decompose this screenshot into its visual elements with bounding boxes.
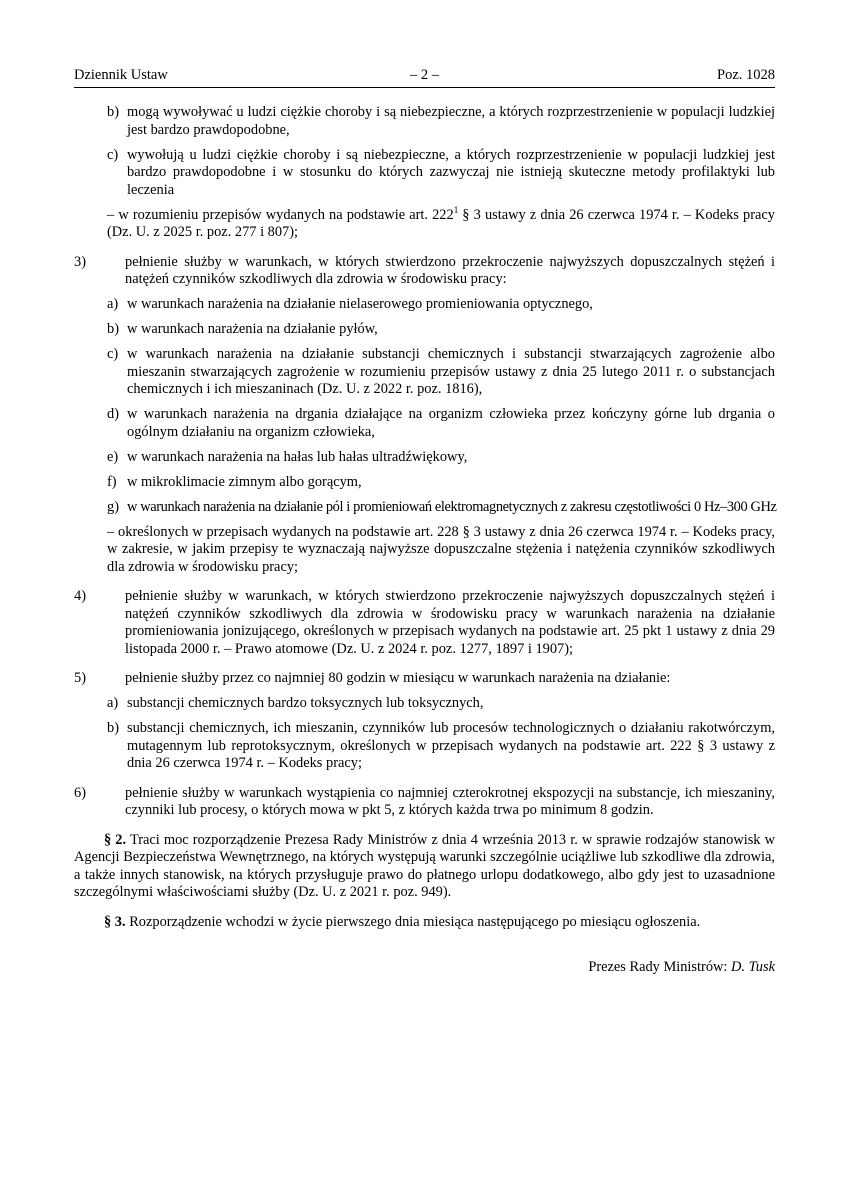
- list-item: b) mogą wywoływać u ludzi ciężkie choroby i są niebezpieczne, a których rozprzestrzenienie w populacji ludzkiej jest bardzo prawdopodobne,: [107, 104, 775, 138]
- signature-name: D. Tusk: [731, 959, 775, 975]
- list-item: f) w mikroklimacie zimnym albo gorącym,: [107, 473, 362, 490]
- list-tail-text: – w rozumieniu przepisów wydanych na podstawie art. $222^1$ § 3 ustawy z dnia 26 czerwca 1974 r. – Kodeks pracy (Dz. U. z 2025 r. poz. 277 i 807);: [107, 204, 775, 240]
- list-item: c) w warunkach narażenia na działanie substancji chemicznych i substancji stwarzających zagrożenie albo mieszanin stwarzających zagrożenie w rozumieniu przepisów ustawy z dnia 25 lutego 2011 r. o substancjach chemicznych i ich mieszaninach (Dz. U. z 2022 r. poz. 1816),: [107, 346, 775, 397]
- point-4: 4) pełnienie służby w warunkach, w których stwierdzono przekroczenie najwyższych dopuszczalnych stężeń i natężeń czynników szkodliwych dla zdrowia w środowisku pracy w warunkach narażenia na działanie promieniowania jonizującego, określonych w przepisach wydanych na podstawie art. 25 pkt 1 ustawy z dnia 29 listopada 2000 r. – Prawo atomowe (Dz. U. z 2024 r. poz. 1277, 1897 i 1907);: [74, 588, 775, 657]
- list-item: a) w warunkach narażenia na działanie nielaserowego promieniowania optycznego,: [107, 296, 593, 312]
- page-number: – 2 –: [410, 67, 439, 83]
- list-item: g) w warunkach narażenia na działanie pól i promieniowań elektromagnetycznych z zakresu częstotliwości 0 Hz–300 GHz: [107, 498, 777, 515]
- document-body: [74, 104, 775, 977]
- page-header: [74, 67, 775, 88]
- paragraph-2: § 2. Traci moc rozporządzenie Prezesa Rady Ministrów z dnia 4 września 2013 r. w sprawie rodzajów stanowisk w Agencji Bezpieczeństwa Wewnętrznego, na których występują warunki szczególnie uciążliwe lub szkodliwe dla zdrowia, a także innych stanowisk, na których przysługuje prawo do płatnego urlopu dodatkowego, albo gdy jest to uzasadnione szczególnymi właściwościami służby (Dz. U. z 2021 r. poz. 949).: [74, 831, 775, 900]
- point-3: 3) pełnienie służby w warunkach, w których stwierdzono przekroczenie najwyższych dopuszczalnych stężeń i natężeń czynników szkodliwych dla zdrowia w środowisku pracy: a) w warunkach narażenia na działanie nielaserowego promieniowania optycznego, b) w warunkach narażenia na działanie pyłów, c) w warunkach narażenia na działanie substancji chemicznych i substancji stwarzających zagrożenie albo mieszanin stwarzających zagrożenie w rozumieniu przepisów ustawy z dnia 25 lutego 2011 r. o substancjach chemicznych i ich mieszaninach (Dz. U. z 2022 r. poz. 1816), d) w warunkach narażenia na drgania działające na organizm człowieka przez kończyny górne lub drgania o ogólnym działaniu na organizm człowieka, e) w warunkach narażenia na hałas lub hałas ultradźwiękowy, f) w mikroklimacie zimnym albo gorącym, g) w warunkach narażenia na działanie pól i promieniowań elektromagnetycznych z zakresu częstotliwości 0 Hz–300 GHz – określonych w przepisach wydanych na podstawie art. 228 § 3 ustawy z dnia 26 czerwca 1974 r. – Kodeks pracy, w zakresie, w jakim przepisy te wyznaczają najwyższe dopuszczalne stężenia i natężenia czynników szkodliwych dla zdrowia w środowisku pracy;: [74, 253, 777, 575]
- list-item: b) w warunkach narażenia na działanie pyłów,: [107, 321, 378, 337]
- point-6: 6) pełnienie służby w warunkach wystąpienia co najmniej czterokrotnej ekspozycji na substancje, ich mieszaniny, czynniki lub procesy, o których mowa w pkt 5, z których każda trwa po minimum 8 godzin.: [74, 784, 775, 818]
- paragraph-3: § 3. Rozporządzenie wchodzi w życie pierwszego dnia miesiąca następującego po miesiącu ogłoszenia.: [104, 913, 701, 930]
- point-5: 5) pełnienie służby przez co najmniej 80 godzin w miesiącu w warunkach narażenia na działanie: a) substancji chemicznych bardzo toksycznych lub toksycznych, b) substancji chemicznych, ich mieszanin, czynników lub procesów technologicznych o działaniu rakotwórczym, mutagennym lub reprotoksycznym, określonych w przepisach wydanych na podstawie art. 222 § 3 ustawy z dnia 26 czerwca 1974 r. – Kodeks pracy;: [74, 670, 775, 771]
- list-tail-text: – określonych w przepisach wydanych na podstawie art. 228 § 3 ustawy z dnia 26 czerwca 1974 r. – Kodeks pracy, w zakresie, w jakim przepisy te wyznaczają najwyższe dopuszczalne stężenia i natężenia czynników szkodliwych dla zdrowia w środowisku pracy;: [107, 523, 775, 575]
- list-item: d) w warunkach narażenia na drgania działające na organizm człowieka przez kończyny górne lub drgania o ogólnym działaniu na organizm człowieka,: [107, 406, 775, 440]
- paragraph-label: § 3.: [104, 913, 126, 930]
- list-item: a) substancji chemicznych bardzo toksycznych lub toksycznych,: [107, 695, 484, 711]
- paragraph-label: § 2.: [104, 831, 127, 848]
- journal-name: Dziennik Ustaw: [74, 67, 168, 83]
- list-item: e) w warunkach narażenia na hałas lub hałas ultradźwiękowy,: [107, 448, 468, 465]
- list-item: c) wywołują u ludzi ciężkie choroby i są niebezpieczne, a których rozprzestrzenienie w populacji ludzkiej jest bardzo prawdopodobne i w stosunku do których zazwyczaj nie istnieją skuteczne metody profilaktyki lub leczenia: [107, 146, 775, 198]
- signature-title: Prezes Rady Ministrów:: [588, 959, 732, 975]
- signature: [74, 959, 775, 977]
- list-item: b) substancji chemicznych, ich mieszanin, czynników lub procesów technologicznych o działaniu rakotwórczym, mutagennym lub reprotoksycznym, określonych w przepisach wydanych na podstawie art. 222 § 3 ustawy z dnia 26 czerwca 1974 r. – Kodeks pracy;: [107, 720, 775, 771]
- position-number: Poz. 1028: [717, 67, 775, 83]
